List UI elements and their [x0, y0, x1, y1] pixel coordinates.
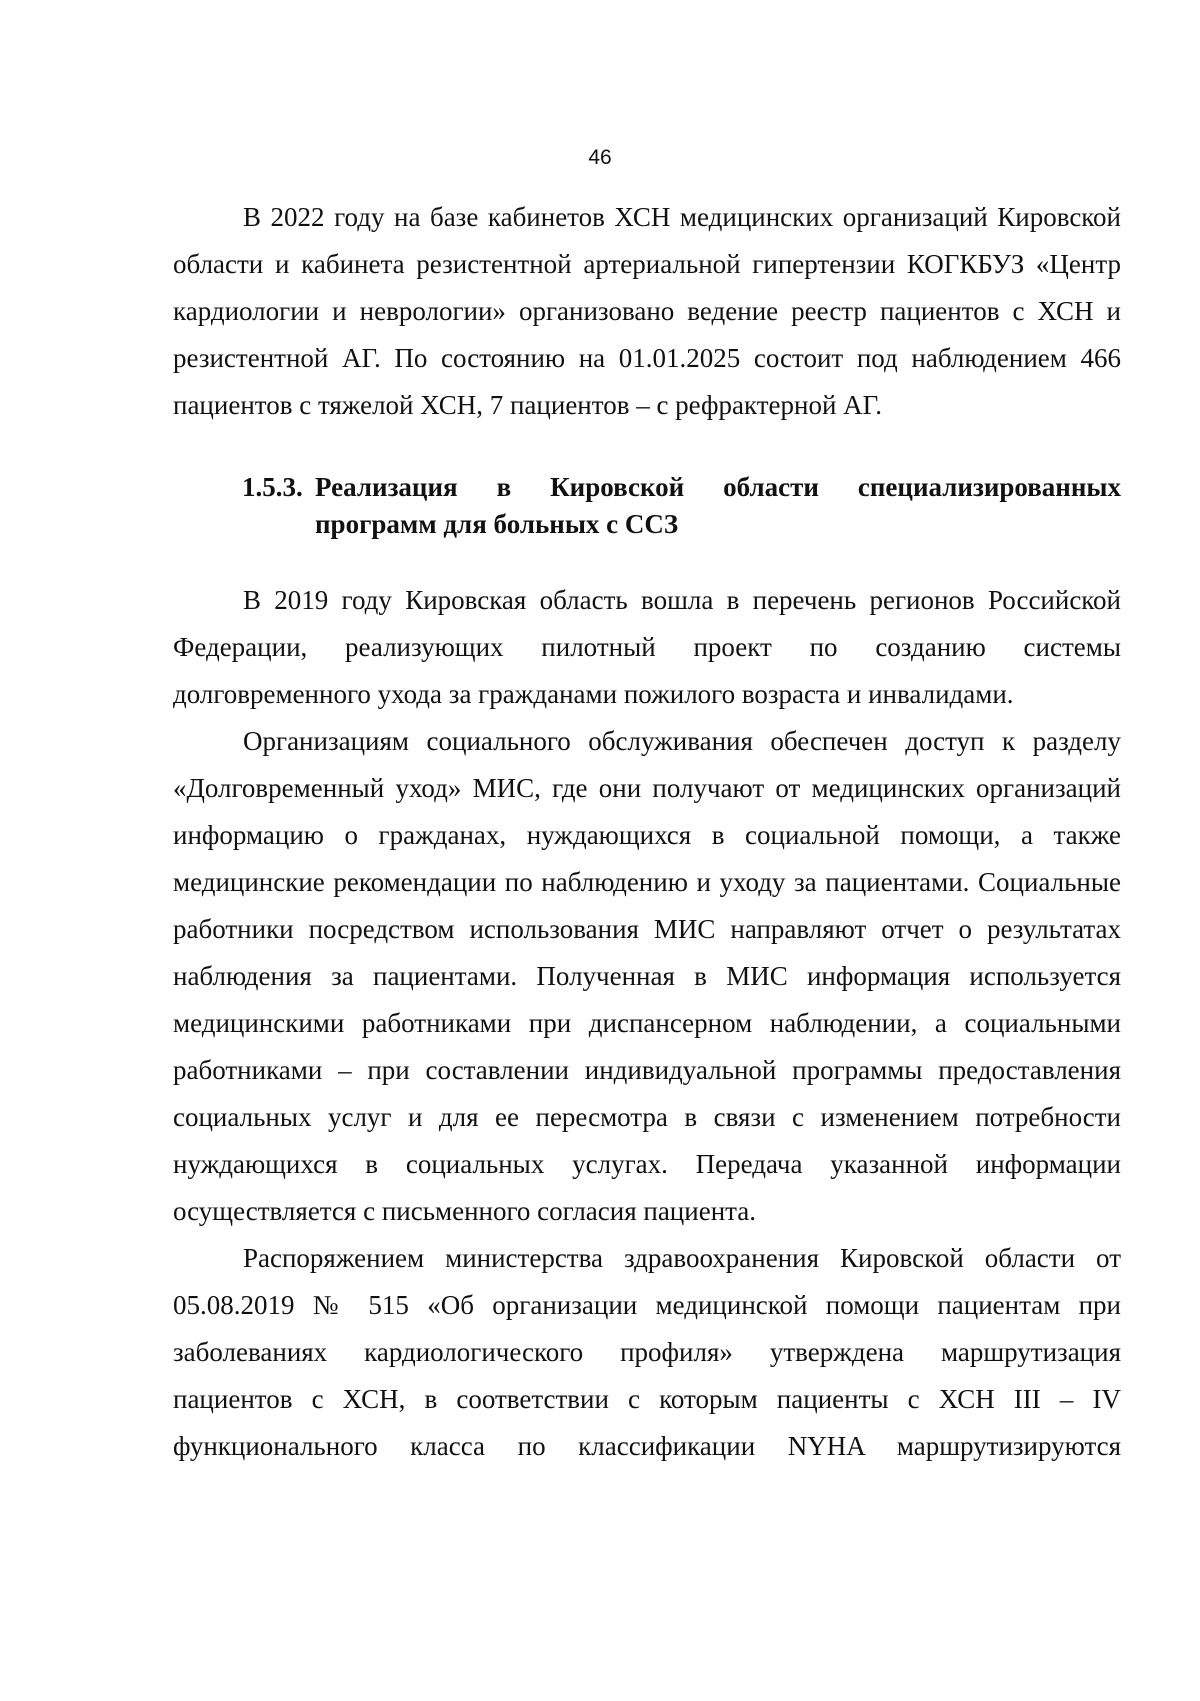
paragraph-pilot-project: В 2019 году Кировская область вошла в перечень регионов Российской Федерации, реализующих пилотный проект по созданию системы долговременного ухода за гражданами пожилого возраста и инвалидами.	[173, 585, 1121, 709]
section-heading-line-1: Реализация в Кировской области специализированных	[315, 472, 1121, 502]
paragraph-registry: В 2022 году на базе кабинетов ХСН медицинских организаций Кировской области и кабинета резистентной артериальной гипертензии КОГКБУЗ «Центр кардиологии и неврологии» организовано ведение реестр пациентов с ХСН и резистентной АГ. По состоянию на 01.01.2025 состоит под наблюдением 466 пациентов с тяжелой ХСН, 7 пациентов – с рефрактерной АГ.	[173, 202, 1121, 420]
page-number: 46	[588, 146, 612, 169]
section-heading-line-2: программ для больных с ССЗ	[315, 509, 679, 539]
page-content	[173, 194, 1121, 1470]
section-heading-number: 1.5.3.	[242, 472, 303, 502]
section-heading	[173, 469, 1121, 543]
paragraph-routing-order: Распоряжением министерства здравоохранения Кировской области от 05.08.2019 № 515 «Об организации медицинской помощи пациентам при заболеваниях кардиологического профиля» утверждена маршрутизация пациентов с ХСН, в соответствии с которым пациенты с ХСН III – IV функционального класса по классификации NYHA маршрутизируются	[173, 1243, 1121, 1461]
paragraph-social-services: Организациям социального обслуживания обеспечен доступ к разделу «Долговременный уход» МИС, где они получают от медицинских организаций информацию о гражданах, нуждающихся в социальной помощи, а также медицинские рекомендации по наблюдению и уходу за пациентами. Социальные работники посредством использования МИС направляют отчет о результатах наблюдения за пациентами. Полученная в МИС информация используется медицинскими работниками при диспансерном наблюдении, а социальными работниками – при составлении индивидуальной программы предоставления социальных услуг и для ее пересмотра в связи с изменением потребности нуждающихся в социальных услугах. Передача указанной информации осуществляется с письменного согласия пациента.	[173, 726, 1121, 1226]
